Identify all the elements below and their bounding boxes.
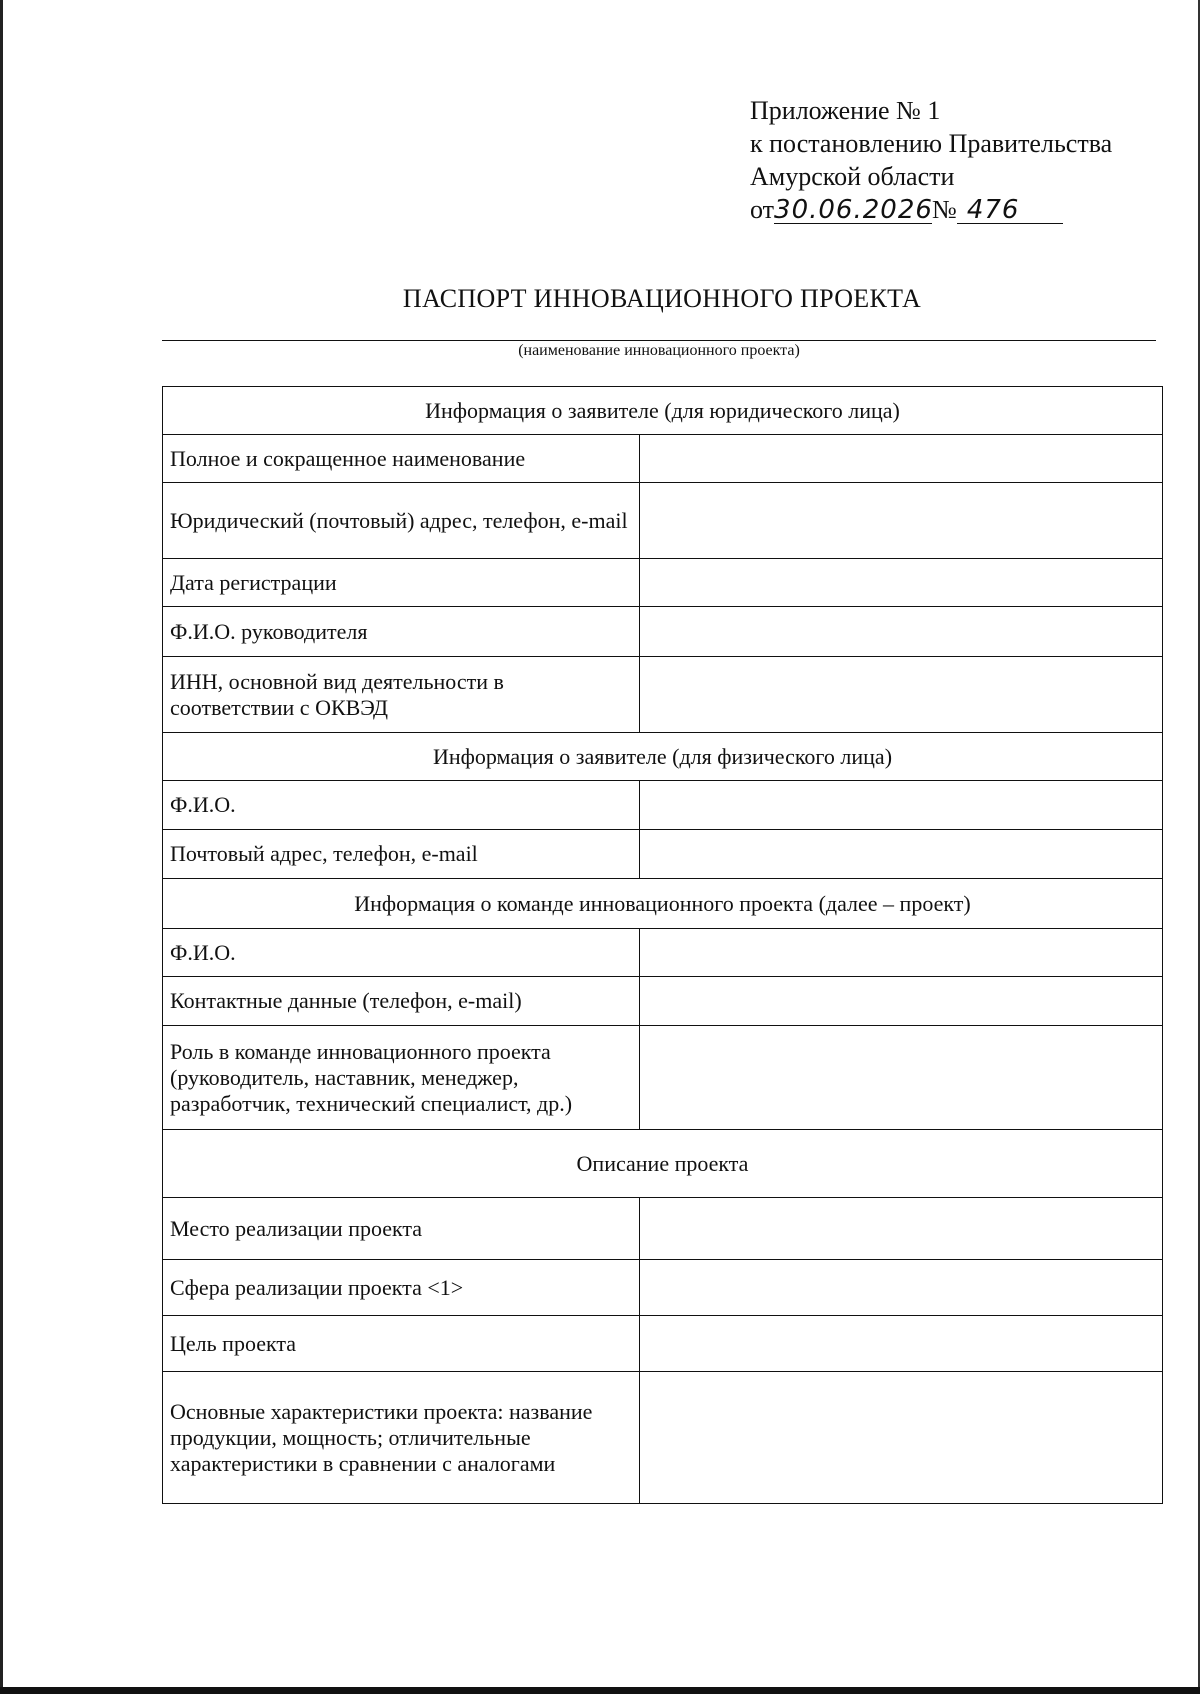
table-row (163, 977, 1163, 1026)
field-value-cell[interactable] (640, 929, 1163, 977)
scan-bottom-edge (0, 1687, 1200, 1694)
table-row (163, 435, 1163, 483)
field-value-cell[interactable] (640, 977, 1163, 1026)
field-label: Почтовый адрес, телефон, e-mail (163, 830, 640, 879)
appendix-line-3: Амурской области (750, 162, 955, 191)
passport-table (162, 386, 1163, 1504)
handwritten-date: 30.06.2026 (774, 195, 933, 225)
field-value-cell[interactable] (640, 1260, 1163, 1316)
field-label: ИНН, основной вид деятельности в соответствии с ОКВЭД (163, 657, 640, 733)
field-value-cell[interactable] (640, 830, 1163, 879)
field-value-cell[interactable] (640, 1198, 1163, 1260)
field-label: Контактные данные (телефон, e-mail) (163, 977, 640, 1026)
section-header-row (163, 1130, 1163, 1198)
table-row (163, 657, 1163, 733)
table-row (163, 607, 1163, 657)
field-label: Цель проекта (163, 1316, 640, 1372)
number-prefix: № (932, 195, 957, 224)
field-label: Сфера реализации проекта <1> (163, 1260, 640, 1316)
field-value-cell[interactable] (640, 1026, 1163, 1130)
section-header-row (163, 733, 1163, 781)
field-label: Роль в команде инновационного проекта (руководитель, наставник, менеджер, разработчик, технический специалист, др.) (163, 1026, 640, 1130)
field-value-cell[interactable] (640, 781, 1163, 830)
table-row (163, 929, 1163, 977)
field-label: Ф.И.О. (163, 929, 640, 977)
field-label: Дата регистрации (163, 559, 640, 607)
section-header-row (163, 879, 1163, 929)
table-row (163, 781, 1163, 830)
field-label: Основные характеристики проекта: название продукции, мощность; отличительные характеристики в сравнении с аналогами (163, 1372, 640, 1504)
table-row (163, 1260, 1163, 1316)
table-row (163, 483, 1163, 559)
table-row (163, 1316, 1163, 1372)
field-value-cell[interactable] (640, 1372, 1163, 1504)
section-header-individual: Информация о заявителе (для физического лица) (163, 733, 1163, 781)
table-row (163, 830, 1163, 879)
field-value-cell[interactable] (640, 657, 1163, 733)
appendix-block (750, 94, 1112, 226)
section-header-legal: Информация о заявителе (для юридического лица) (163, 387, 1163, 435)
document-title: ПАСПОРТ ИННОВАЦИОННОГО ПРОЕКТА (402, 284, 922, 313)
section-header-description: Описание проекта (163, 1130, 1163, 1198)
project-name-caption: (наименование инновационного проекта) (518, 342, 800, 359)
table-row (163, 1372, 1163, 1504)
field-label: Ф.И.О. руководителя (163, 607, 640, 657)
section-header-row (163, 387, 1163, 435)
field-label: Полное и сокращенное наименование (163, 435, 640, 483)
field-value-cell[interactable] (640, 435, 1163, 483)
field-label: Место реализации проекта (163, 1198, 640, 1260)
appendix-line-2: к постановлению Правительства (750, 129, 1113, 158)
table-row (163, 1026, 1163, 1130)
table-row (163, 1198, 1163, 1260)
field-value-cell[interactable] (640, 483, 1163, 559)
section-header-team: Информация о команде инновационного проекта (далее – проект) (163, 879, 1163, 929)
handwritten-number: 476 (957, 197, 1063, 224)
field-value-cell[interactable] (640, 1316, 1163, 1372)
field-value-cell[interactable] (640, 559, 1163, 607)
field-label: Ф.И.О. (163, 781, 640, 830)
date-prefix: от (750, 195, 775, 224)
appendix-date-line (750, 193, 1112, 226)
appendix-line-1: Приложение № 1 (750, 96, 941, 125)
table-row (163, 559, 1163, 607)
project-name-line (162, 340, 1156, 341)
field-label: Юридический (почтовый) адрес, телефон, e-mail (163, 483, 640, 559)
field-value-cell[interactable] (640, 607, 1163, 657)
scan-left-edge (0, 0, 3, 1694)
